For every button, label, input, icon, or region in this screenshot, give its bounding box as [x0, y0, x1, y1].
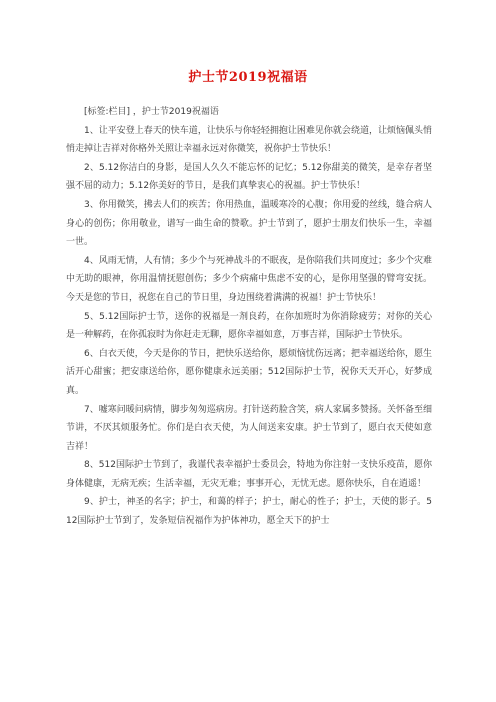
- paragraph: 5、5.12国际护士节，送你的祝福是一剂良药，在你加班时为你消除疲劳；对你的关心是一种解药，在你孤寂时为你赶走无聊，愿你幸福如意，万事吉祥，国际护士节快乐。: [66, 311, 432, 341]
- document-title: 护士节2019祝福语: [188, 70, 308, 85]
- paragraph: [标签:栏目] ，护士节2019祝福语: [84, 107, 219, 117]
- paragraph: 9、护士，神圣的名字；护士，和蔼的样子；护士，耐心的性子；护士，天使的影子。512国际护士节到了，发条短信祝福作为护体神功，愿全天下的护士: [66, 497, 432, 527]
- paragraph: 2、5.12你洁白的身影，是国人久久不能忘怀的记忆；5.12你甜美的微笑，是幸存者坚强不屈的动力；5.12你美好的节日，是我们真挚衷心的祝福。护士节快乐！: [66, 162, 432, 192]
- document-body: [66, 103, 432, 531]
- paragraph: 3、你用微笑，拂去人们的疾苦；你用热血，温暖寒冷的心腹；你用爱的丝线，缝合病人身心的创伤；你用敬业，谱写一曲生命的赞歌。护士节到了，愿护士朋友们快乐一生，幸福一世。: [66, 199, 432, 248]
- paragraph: 4、风雨无情，人有情；多少个与死神战斗的不眠夜，是你陪我们共同度过；多少个灾难中无助的眼神，你用温情抚慰创伤；多少个病痛中焦虑不安的心，是你用坚强的臂弯安抚。今天是您的节日，祝您在自己的节日里，身边围绕着满满的祝福！护士节快乐！: [66, 255, 432, 303]
- paragraph: 1、让平安登上春天的快车道，让快乐与你轻轻拥抱让困难见你就会绕道，让烦恼佩头悄悄走掉让吉祥对你格外关照让幸福永远对你微笑，祝你护士节快乐！: [66, 125, 432, 155]
- paragraph: 8、512国际护士节到了，我谨代表幸福护士委员会，特地为你注射一支快乐疫苗，愿你身体健康，无病无疾；生活幸福，无灾无难；事事开心，无忧无虑。愿你快乐，自在逍遥！: [66, 460, 432, 489]
- paragraph: 6、白衣天使，今天是你的节日，把快乐送给你，愿烦恼忧伤远离；把幸福送给你，愿生活开心甜蜜；把安康送给你，愿你健康永远美丽；512国际护士节，祝你天天开心，好梦成真。: [66, 348, 432, 396]
- paragraph: 7、嘘寒问暖问病情，脚步匆匆巡病房。打针送药脸含笑，病人家属多赞扬。关怀备至细节讲，不厌其烦服务忙。你们是白衣天使，为人间送来安康。护士节到了，愿白衣天使如意吉祥！: [66, 404, 432, 452]
